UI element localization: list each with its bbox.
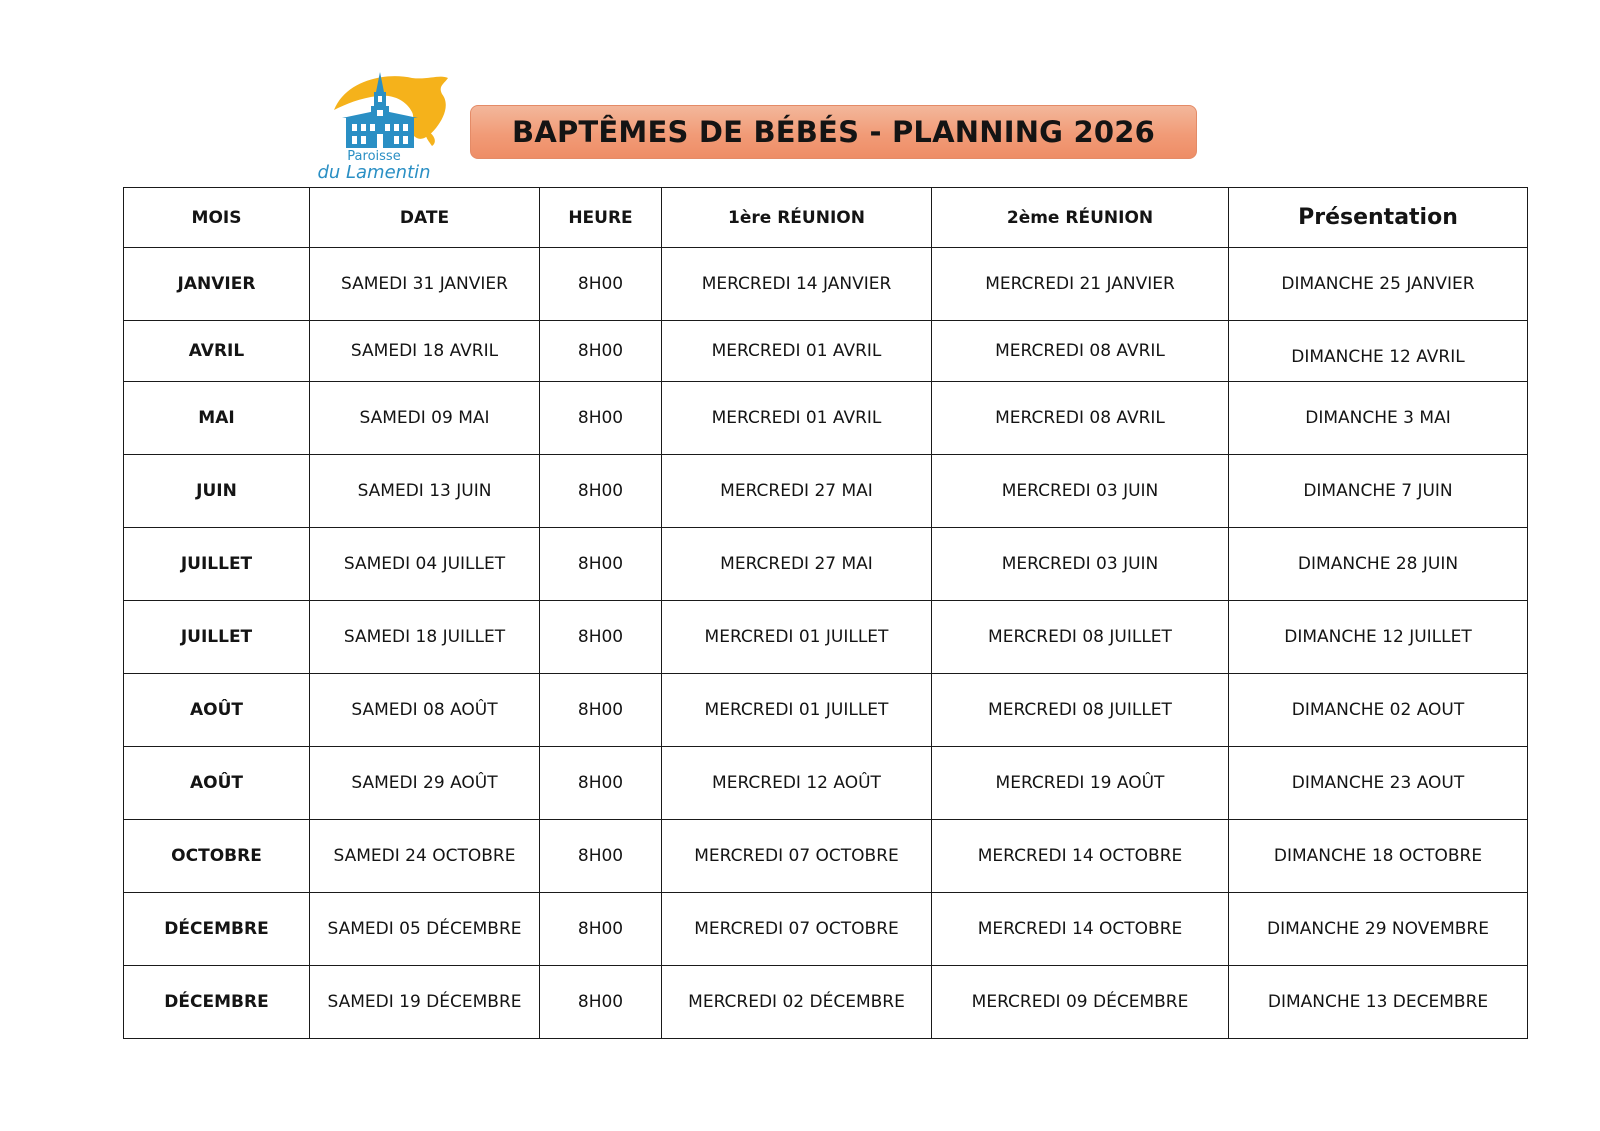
header-heure: HEURE <box>540 188 662 248</box>
table-row <box>124 820 1528 893</box>
table-row <box>124 248 1528 321</box>
cell-reunion-2: MERCREDI 08 JUILLET <box>932 601 1229 674</box>
cell-reunion-2: MERCREDI 19 AOÛT <box>932 747 1229 820</box>
cell-presentation: DIMANCHE 7 JUIN <box>1229 455 1528 528</box>
cell-date: SAMEDI 08 AOÛT <box>310 674 540 747</box>
logo-text-lamentin: du Lamentin <box>317 162 431 182</box>
table-row <box>124 528 1528 601</box>
cell-date: SAMEDI 09 MAI <box>310 382 540 455</box>
header-date: DATE <box>310 188 540 248</box>
cell-reunion-2: MERCREDI 14 OCTOBRE <box>932 893 1229 966</box>
cell-reunion-2: MERCREDI 03 JUIN <box>932 455 1229 528</box>
cell-reunion-2: MERCREDI 08 AVRIL <box>932 321 1229 382</box>
cell-presentation: DIMANCHE 25 JANVIER <box>1229 248 1528 321</box>
cell-reunion-1: MERCREDI 27 MAI <box>662 528 932 601</box>
cell-presentation: DIMANCHE 13 DECEMBRE <box>1229 966 1528 1039</box>
table-header-row <box>124 188 1528 248</box>
cell-heure: 8H00 <box>540 820 662 893</box>
table-row <box>124 674 1528 747</box>
cell-presentation <box>1229 321 1528 382</box>
cell-date: SAMEDI 13 JUIN <box>310 455 540 528</box>
cell-reunion-1: MERCREDI 12 AOÛT <box>662 747 932 820</box>
cell-presentation: DIMANCHE 28 JUIN <box>1229 528 1528 601</box>
cell-date: SAMEDI 29 AOÛT <box>310 747 540 820</box>
cell-date: SAMEDI 18 JUILLET <box>310 601 540 674</box>
cell-mois: JUIN <box>124 455 310 528</box>
cell-mois: DÉCEMBRE <box>124 966 310 1039</box>
parish-logo <box>316 70 456 182</box>
cell-reunion-1: MERCREDI 02 DÉCEMBRE <box>662 966 932 1039</box>
cell-mois: MAI <box>124 382 310 455</box>
cell-reunion-2: MERCREDI 09 DÉCEMBRE <box>932 966 1229 1039</box>
cell-reunion-2: MERCREDI 08 JUILLET <box>932 674 1229 747</box>
cell-mois: JUILLET <box>124 528 310 601</box>
cell-heure: 8H00 <box>540 601 662 674</box>
cell-date: SAMEDI 19 DÉCEMBRE <box>310 966 540 1039</box>
cell-reunion-1: MERCREDI 01 JUILLET <box>662 601 932 674</box>
page-title: BAPTÊMES DE BÉBÉS - PLANNING 2026 <box>512 115 1155 149</box>
cell-date: SAMEDI 18 AVRIL <box>310 321 540 382</box>
cell-date: SAMEDI 24 OCTOBRE <box>310 820 540 893</box>
cell-mois: DÉCEMBRE <box>124 893 310 966</box>
logo-text-paroisse: Paroisse <box>347 149 401 164</box>
table-row <box>124 893 1528 966</box>
cell-reunion-1: MERCREDI 07 OCTOBRE <box>662 893 932 966</box>
header-presentation: Présentation <box>1229 188 1528 248</box>
cell-reunion-2: MERCREDI 03 JUIN <box>932 528 1229 601</box>
table-row <box>124 601 1528 674</box>
cell-heure: 8H00 <box>540 248 662 321</box>
cell-heure: 8H00 <box>540 382 662 455</box>
cell-heure: 8H00 <box>540 528 662 601</box>
cell-reunion-1: MERCREDI 01 AVRIL <box>662 321 932 382</box>
cell-heure: 8H00 <box>540 321 662 382</box>
cell-reunion-1: MERCREDI 07 OCTOBRE <box>662 820 932 893</box>
header-mois: MOIS <box>124 188 310 248</box>
cell-date: SAMEDI 31 JANVIER <box>310 248 540 321</box>
cell-reunion-2: MERCREDI 08 AVRIL <box>932 382 1229 455</box>
header-reunion-1: 1ère RÉUNION <box>662 188 932 248</box>
cell-mois: AOÛT <box>124 674 310 747</box>
table-row <box>124 966 1528 1039</box>
cell-heure: 8H00 <box>540 674 662 747</box>
church-logo-icon <box>316 70 456 182</box>
cell-heure: 8H00 <box>540 747 662 820</box>
cell-mois: JANVIER <box>124 248 310 321</box>
cell-presentation: DIMANCHE 12 JUILLET <box>1229 601 1528 674</box>
cell-date: SAMEDI 05 DÉCEMBRE <box>310 893 540 966</box>
cell-reunion-1: MERCREDI 01 AVRIL <box>662 382 932 455</box>
cell-presentation: DIMANCHE 02 AOUT <box>1229 674 1528 747</box>
cell-mois: AOÛT <box>124 747 310 820</box>
planning-table <box>123 187 1528 1039</box>
table-row <box>124 321 1528 382</box>
cell-presentation: DIMANCHE 18 OCTOBRE <box>1229 820 1528 893</box>
cell-mois: JUILLET <box>124 601 310 674</box>
header-reunion-2: 2ème RÉUNION <box>932 188 1229 248</box>
table-row <box>124 455 1528 528</box>
cell-reunion-2: MERCREDI 21 JANVIER <box>932 248 1229 321</box>
cell-heure: 8H00 <box>540 455 662 528</box>
cell-heure: 8H00 <box>540 966 662 1039</box>
cell-presentation: DIMANCHE 29 NOVEMBRE <box>1229 893 1528 966</box>
cell-presentation: DIMANCHE 23 AOUT <box>1229 747 1528 820</box>
cell-reunion-1: MERCREDI 27 MAI <box>662 455 932 528</box>
cell-presentation-text: DIMANCHE 12 AVRIL <box>1291 347 1465 367</box>
table-row <box>124 747 1528 820</box>
cell-date: SAMEDI 04 JUILLET <box>310 528 540 601</box>
cell-mois: AVRIL <box>124 321 310 382</box>
cell-heure: 8H00 <box>540 893 662 966</box>
cell-reunion-2: MERCREDI 14 OCTOBRE <box>932 820 1229 893</box>
cell-reunion-1: MERCREDI 14 JANVIER <box>662 248 932 321</box>
cell-reunion-1: MERCREDI 01 JUILLET <box>662 674 932 747</box>
cell-presentation: DIMANCHE 3 MAI <box>1229 382 1528 455</box>
cell-mois: OCTOBRE <box>124 820 310 893</box>
table-row <box>124 382 1528 455</box>
title-banner <box>470 105 1197 159</box>
